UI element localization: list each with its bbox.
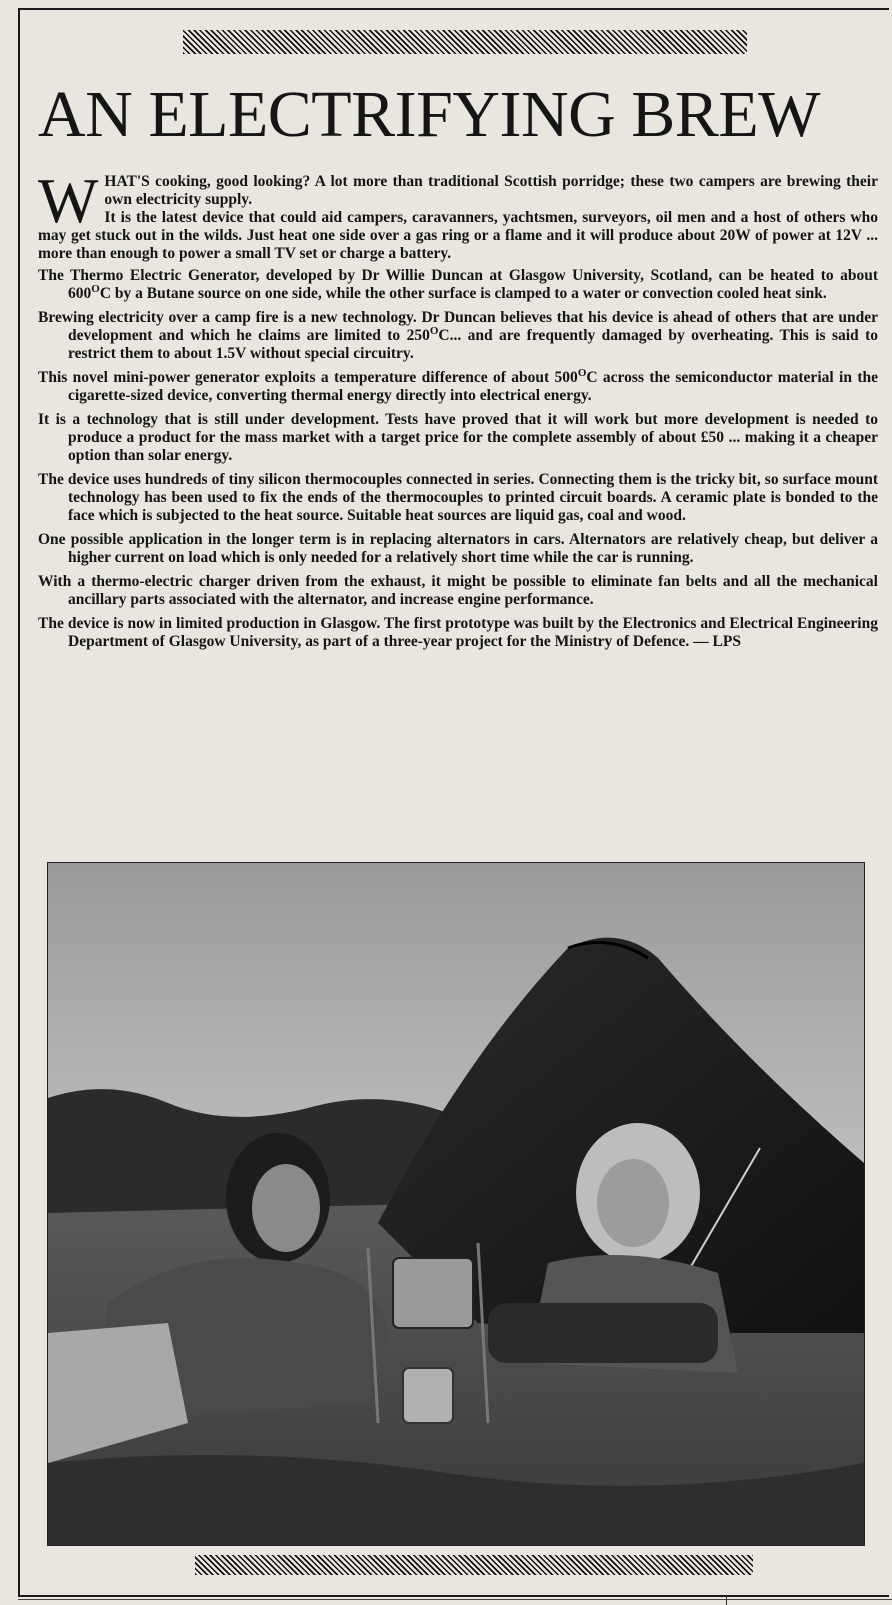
paragraph-campfire [38,309,878,363]
degree-sup: O [91,283,100,295]
paragraph-thermocouples: The device uses hundreds of tiny silicon thermocouples connected in series. Connecting them is the tricky bit, so surface mount technology has been used to fix the ends of the thermocouples to printed circuit boards. A ceramic plate is bonded to the face which is subjected to the heat source. Suitable heat sources are liquid gas, coal and wood. [38,471,878,524]
kettle [393,1258,473,1328]
drop-cap: W [38,165,99,236]
bottom-hatched-rule [195,1555,753,1575]
paragraph-text: This novel mini-power generator exploits a temperature difference of about 500 [38,369,578,386]
paragraph-text: C... and are frequently damaged by overheating. This is said to restrict them to about 1.5V without special circuitry. [68,327,878,362]
right-camper-face [597,1159,669,1247]
headline: AN ELECTRIFYING BREW [38,78,820,151]
article-body [38,165,878,657]
paragraph-text: C across the semiconductor material in the cigarette-sized device, converting thermal energy directly into electrical energy. [68,369,878,404]
lede-first: HAT'S cooking, good looking? A lot more than traditional Scottish porridge; these two campers are brewing their own electricity supply. [104,173,878,208]
paragraph-mini-power [38,369,878,405]
frame-bottom-rule [18,1599,892,1600]
degree-sup: O [429,325,439,337]
lede-second: It is the latest device that could aid campers, caravanners, yachtsmen, surveyors, oil men and a host of others who may get stuck out in the wilds. Just heat one side over a gas ring or a flame and it will produce about 20W of power at 12V ... more than enough to power a small TV set or charge a battery. [38,209,878,262]
paragraph-text: The Thermo Electric Generator, developed by Dr Willie Duncan at Glasgow University, Scotland, can be heated to about 600 [38,267,878,302]
top-hatched-rule [183,30,747,54]
gas-canister [403,1368,453,1423]
degree-sup: O [577,367,587,379]
campers-photo-illustration [48,863,864,1545]
campers-photo [47,862,865,1546]
radio-device [488,1303,718,1363]
lede-paragraph [38,165,878,263]
paragraph-production: The device is now in limited production in Glasgow. The first prototype was built by the Electronics and Electrical Engineering Department of Glasgow University, as part of a three-year project for the Ministry of Defence. — LPS [38,615,878,650]
left-camper-face [252,1164,320,1252]
paragraph-text: C by a Butane source on one side, while the other surface is clamped to a water or convection cooled heat sink. [99,285,827,302]
paragraph-exhaust: With a thermo-electric charger driven from the exhaust, it might be possible to eliminate fan belts and all the mechanical ancillary parts associated with the alternator, and increase engine performance. [38,573,878,608]
paragraph-text: Brewing electricity over a camp fire is a new technology. Dr Duncan believes that his device is ahead of others that are under development and which he claims are limited to 250 [38,309,878,344]
paragraph-alternators: One possible application in the longer term is in replacing alternators in cars. Alternators are relatively cheap, but deliver a higher current on load which is only needed for a relatively short time while the car is running. [38,531,878,566]
paragraph-development: It is a technology that is still under development. Tests have proved that it will work but more development is needed to produce a product for the mass market with a target price for the complete assembly of about £50 ... making it a cheaper option than solar energy. [38,411,878,464]
paragraph-generator [38,267,878,303]
frame-tick [726,1596,727,1605]
